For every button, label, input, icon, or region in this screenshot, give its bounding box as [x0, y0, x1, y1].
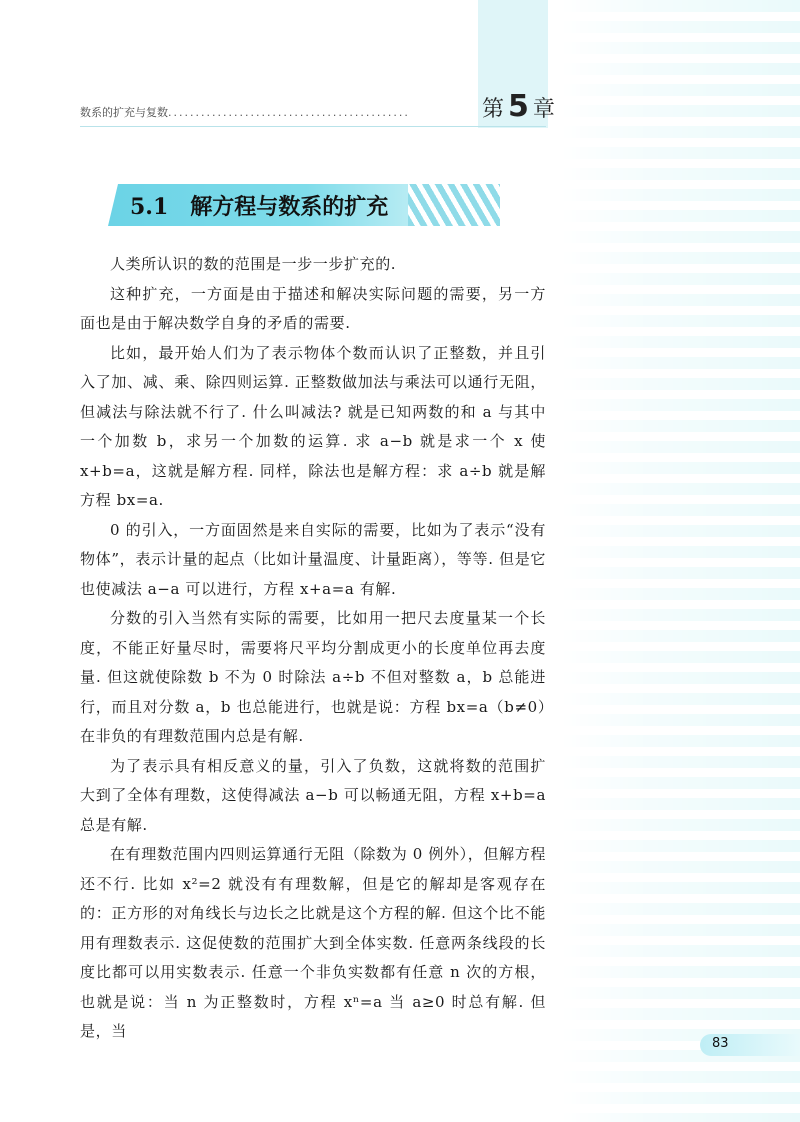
body-text [80, 250, 546, 1047]
header-rule [80, 126, 546, 127]
paragraph: 分数的引入当然有实际的需要，比如用一把尺去度量某一个长度，不能正好量尽时，需要将尺平均分割成更小的长度单位再去度量. 但这就使除数 b 不为 0 时除法 a÷b 不但对整数 a，b 总能进行，而且对分数 a，b 也总能进行，也就是说：方程 bx=a（b≠0）在非负的有理数范围内总是有解. [80, 609, 546, 745]
page-number: 83 [712, 1036, 729, 1051]
book-section-title: 数系的扩充与复数 [80, 106, 168, 119]
banner-hatch [408, 184, 500, 226]
running-header [80, 104, 476, 120]
paragraph: 人类所认识的数的范围是一步一步扩充的. [110, 255, 397, 273]
paragraph: 比如，最开始人们为了表示物体个数而认识了正整数，并且引入了加、减、乘、除四则运算. 正整数做加法与乘法可以通行无阻，但减法与除法就不行了. 什么叫减法? 就是已知两数的和 a 与其中一个加数 b，求另一个加数的运算. 求 a−b 就是求一个 x 使 x+b=a，这就是解方程. 同样，除法也是解方程：求 a÷b 就是解方程 bx=a. [80, 343, 546, 509]
section-title-text: 解方程与数系的扩充 [190, 195, 389, 220]
paragraph: 在有理数范围内四则运算通行无阻（除数为 0 例外），但解方程还不行. 比如 x²=2 就没有有理数解，但是它的解却是客观存在的：正方形的对角线长与边长之比就是这个方程的解. 但这个比不能用有理数表示. 这促使数的范围扩大到全体实数. 任意两条线段的长度比都可以用实数表示. 任意一个非负实数都有任意 n 次的方根，也就是说：当 n 为正整数时，方程 xⁿ=a 当 a≥0 时总有解. 但是，当 [80, 845, 546, 1040]
chapter-label: 第 5 章 [482, 89, 555, 124]
paragraph: 为了表示具有相反意义的量，引入了负数，这就将数的范围扩大到了全体有理数，这使得减法 a−b 可以畅通无阻，方程 x+b=a 总是有解. [80, 756, 546, 834]
section-title [130, 190, 388, 221]
section-banner [108, 184, 500, 226]
paragraph: 0 的引入，一方面固然是来自实际的需要，比如为了表示“没有物体”，表示计量的起点（比如计量温度、计量距离），等等. 但是它也使减法 a−a 可以进行，方程 x+a=a 有解. [80, 520, 546, 598]
chapter-tab [478, 0, 555, 128]
paragraph: 这种扩充，一方面是由于描述和解决实际问题的需要，另一方面也是由于解决数学自身的矛盾的需要. [80, 284, 546, 332]
decorative-stripes [560, 0, 800, 1122]
leader-dots: ............................................ [168, 106, 410, 119]
section-number: 5.1 [130, 194, 169, 220]
